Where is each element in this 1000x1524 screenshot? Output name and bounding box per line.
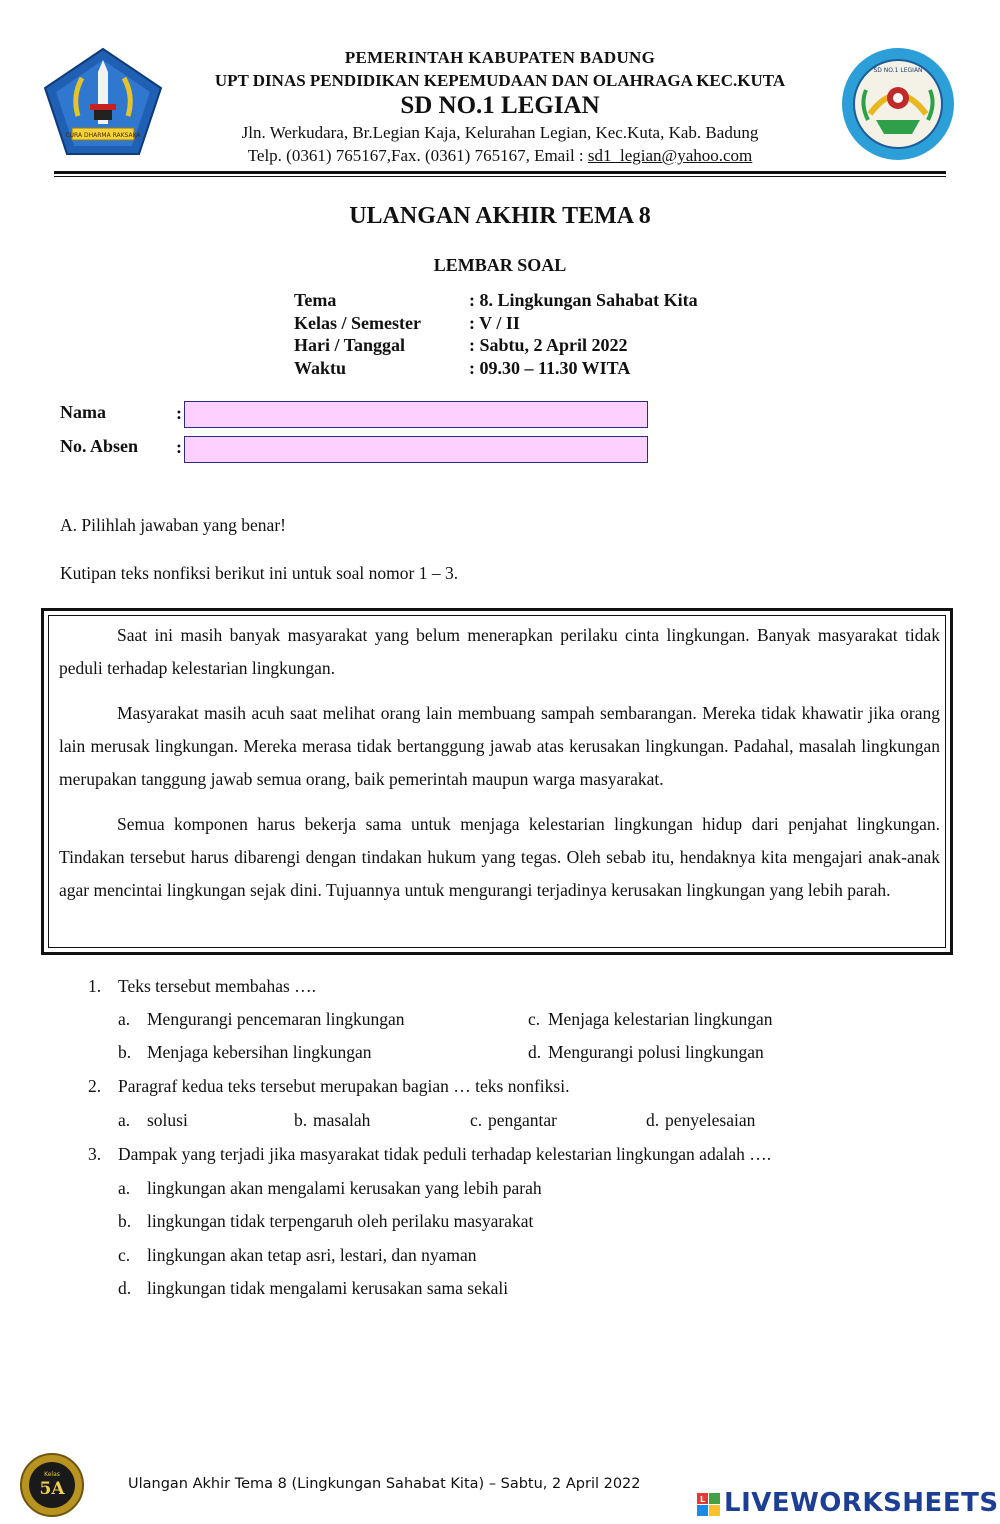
exam-info-row xyxy=(294,334,698,357)
question-number: 3. xyxy=(88,1144,102,1164)
name-label: Nama xyxy=(60,402,106,422)
info-value: : Sabtu, 2 April 2022 xyxy=(469,335,628,355)
option-letter: b. xyxy=(118,1211,132,1231)
option-text[interactable]: lingkungan akan tetap asri, lestari, dan nyaman xyxy=(147,1245,477,1265)
passage-text xyxy=(59,619,940,919)
option-letter: c. xyxy=(528,1009,541,1029)
option-text[interactable]: lingkungan tidak mengalami kerusakan sama sekali xyxy=(147,1278,509,1298)
passage-paragraph: Saat ini masih banyak masyarakat yang belum menerapkan perilaku cinta lingkungan. Banyak masyarakat tidak peduli terhadap kelestarian lingkungan. xyxy=(59,625,940,678)
section-intro: Kutipan teks nonfiksi berikut ini untuk soal nomor 1 – 3. xyxy=(60,563,459,583)
question-text: Dampak yang terjadi jika masyarakat tidak peduli terhadap kelestarian lingkungan adalah …. xyxy=(118,1144,772,1164)
exam-subtitle: LEMBAR SOAL xyxy=(433,255,567,275)
option-text[interactable]: lingkungan tidak terpengaruh oleh perilaku masyarakat xyxy=(147,1211,534,1231)
question-text: Paragraf kedua teks tersebut merupakan bagian … teks nonfiksi. xyxy=(118,1076,570,1096)
option-text[interactable]: solusi xyxy=(147,1110,188,1130)
header-contact-text: Telp. (0361) 765167,Fax. (0361) 765167, Email : xyxy=(247,146,588,165)
option-letter: a. xyxy=(118,1178,131,1198)
passage-paragraph: Semua komponen harus bekerja sama untuk menjaga kelestarian lingkungan hidup dari penjahat lingkungan. Tindakan tersebut harus dibarengi dengan tindakan hukum yang tegas. Oleh sebab itu, hendaknya kita mengajari anak-anak agar mencintai lingkungan sejak dini. Tujuannya untuk mengurangi terjadinya kerusakan lingkungan yang lebih parah. xyxy=(59,814,940,900)
badung-regency-logo xyxy=(42,46,164,158)
right-logo-label: SD NO.1 LEGIAN xyxy=(873,67,923,74)
exam-info-row xyxy=(294,357,698,380)
class-badge-label: Kelas xyxy=(44,1471,60,1478)
header-divider-thin xyxy=(54,176,946,177)
passage-box xyxy=(41,608,953,955)
option-letter: d. xyxy=(646,1110,660,1130)
header-government: PEMERINTAH KABUPATEN BADUNG xyxy=(344,48,656,67)
footer-text: Ulangan Akhir Tema 8 (Lingkungan Sahabat Kita) – Sabtu, 2 April 2022 xyxy=(128,1476,641,1492)
option-text[interactable]: masalah xyxy=(313,1110,371,1130)
exam-info-row xyxy=(294,312,698,335)
exam-info-row xyxy=(294,289,698,312)
header-school-name: SD NO.1 LEGIAN xyxy=(400,92,600,119)
absen-input[interactable] xyxy=(184,436,648,463)
info-value: : V / II xyxy=(469,312,520,333)
option-letter: b. xyxy=(118,1042,132,1062)
passage-paragraph: Masyarakat masih acuh saat melihat orang lain membuang sampah sembarangan. Mereka tidak khawatir jika orang lain merusak lingkungan. Mereka merasa tidak bertanggung jawab atas kerusakan lingkungan. Padahal, masalah lingkungan merupakan tanggung jawab semua orang, baik pemerintah maupun warga masyarakat. xyxy=(59,703,940,789)
option-letter: d. xyxy=(528,1042,542,1062)
option-text[interactable]: penyelesaian xyxy=(665,1110,756,1130)
option-text[interactable]: Mengurangi polusi lingkungan xyxy=(548,1042,764,1062)
info-value: : 09.30 – 11.30 WITA xyxy=(469,357,631,378)
info-key: Kelas / Semester xyxy=(294,312,421,333)
question-number: 1. xyxy=(88,976,102,996)
option-letter: c. xyxy=(118,1245,131,1265)
header-divider-thick xyxy=(54,171,946,174)
option-letter: a. xyxy=(118,1110,131,1130)
absen-colon: : xyxy=(176,437,182,457)
option-text[interactable]: lingkungan akan mengalami kerusakan yang lebih parah xyxy=(147,1178,542,1198)
option-text[interactable]: Menjaga kebersihan lingkungan xyxy=(147,1042,372,1062)
absen-label: No. Absen xyxy=(60,436,139,456)
name-input[interactable] xyxy=(184,401,648,428)
section-instruction: A. Pilihlah jawaban yang benar! xyxy=(60,515,286,535)
info-key: Waktu xyxy=(294,357,347,378)
option-text[interactable]: pengantar xyxy=(488,1110,557,1130)
info-key: Tema xyxy=(294,290,337,310)
left-logo-motto: CURA DHARMA RAKSAKA xyxy=(65,132,141,139)
option-text[interactable]: Menjaga kelestarian lingkungan xyxy=(548,1009,773,1029)
info-value: : 8. Lingkungan Sahabat Kita xyxy=(469,290,698,310)
option-letter: d. xyxy=(118,1278,132,1298)
header-address: Jln. Werkudara, Br.Legian Kaja, Kelurahan Legian, Kec.Kuta, Kab. Badung xyxy=(241,123,759,142)
class-badge xyxy=(16,1452,88,1518)
question-number: 2. xyxy=(88,1076,102,1096)
option-letter: c. xyxy=(470,1110,483,1130)
exam-title: ULANGAN AKHIR TEMA 8 xyxy=(349,203,651,229)
question-text: Teks tersebut membahas …. xyxy=(118,976,317,996)
option-text[interactable]: Mengurangi pencemaran lingkungan xyxy=(147,1009,405,1029)
name-colon: : xyxy=(176,403,182,423)
info-key: Hari / Tanggal xyxy=(294,335,406,355)
school-logo xyxy=(840,46,956,162)
liveworksheets-icon-letter: L xyxy=(699,1495,706,1504)
liveworksheets-brand[interactable]: LIVEWORKSHEETS xyxy=(724,1488,999,1518)
exam-info-table xyxy=(294,289,698,379)
header-contact xyxy=(150,146,850,166)
liveworksheets-icon xyxy=(697,1493,721,1517)
option-letter: b. xyxy=(294,1110,308,1130)
class-badge-text: 5A xyxy=(39,1479,65,1499)
header-email-link[interactable]: sd1_legian@yahoo.com xyxy=(587,146,753,165)
header-department: UPT DINAS PENDIDIKAN KEPEMUDAAN DAN OLAHRAGA KEC.KUTA xyxy=(214,71,786,90)
option-letter: a. xyxy=(118,1009,131,1029)
